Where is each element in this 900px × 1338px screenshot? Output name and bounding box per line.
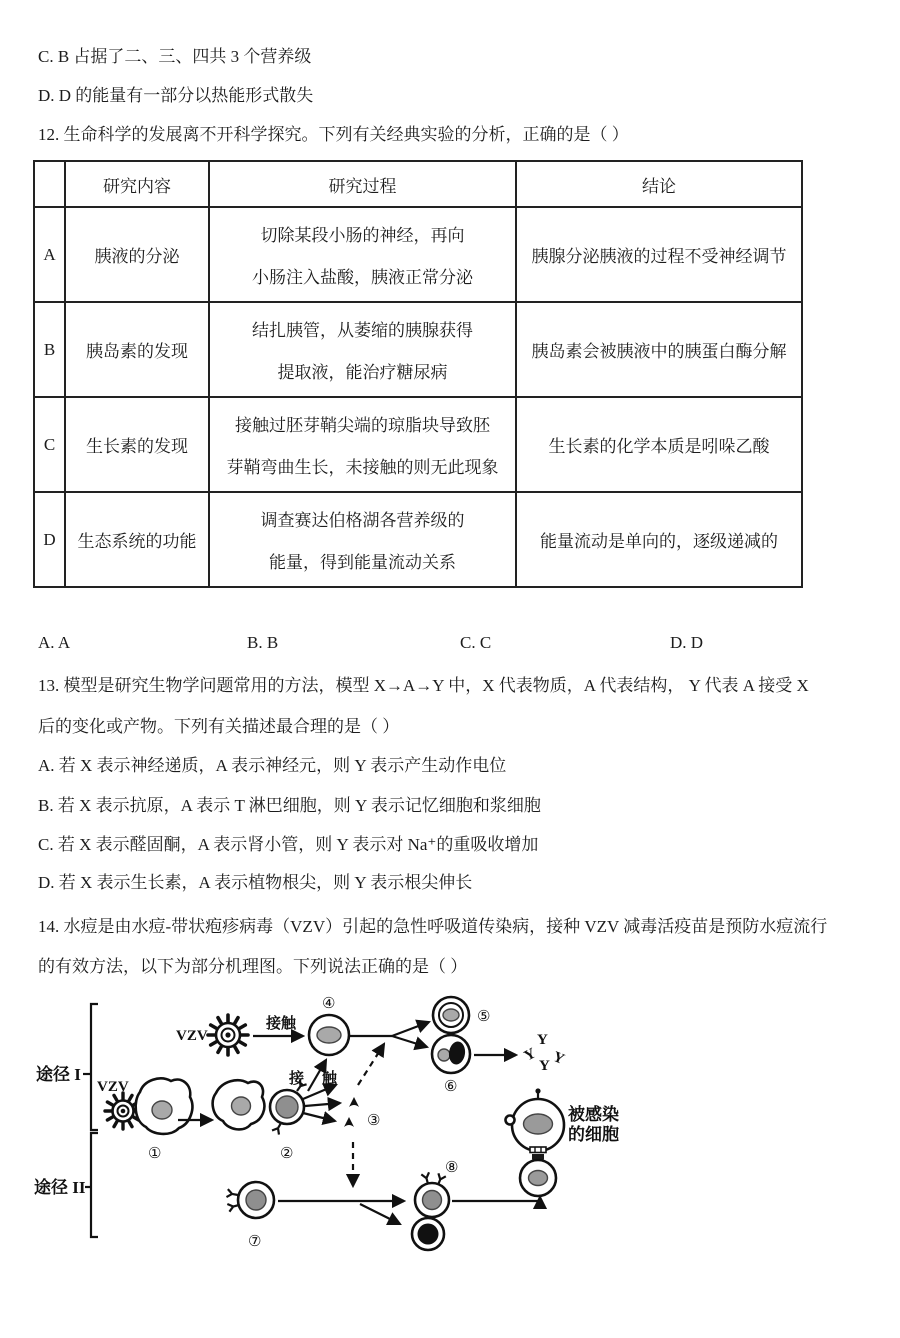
row-process-line1: 调查赛达伯格湖各营养级的 bbox=[260, 511, 465, 530]
row-content: 胰液的分泌 bbox=[65, 207, 209, 302]
cell-7-number: ⑦ bbox=[248, 1234, 262, 1250]
q14-stem-line1: 14. 水痘是由水痘-带状疱疹病毒（VZV）引起的急性呼吸道传染病，接种 VZV 减毒活疫苗是预防水痘流行 bbox=[38, 917, 828, 936]
dark-cell bbox=[412, 1218, 444, 1250]
contact-label-top: 接触 bbox=[266, 1016, 297, 1032]
row-process-line2: 芽鞘弯曲生长，未接触的则无此现象 bbox=[226, 458, 499, 477]
svg-text:Y: Y bbox=[521, 1045, 539, 1065]
row-conclusion: 胰腺分泌胰液的过程不受神经调节 bbox=[516, 207, 802, 302]
row-label: D bbox=[34, 492, 65, 587]
row-process-line2: 能量，得到能量流动关系 bbox=[269, 553, 456, 572]
cell-6 bbox=[432, 1035, 470, 1073]
table-row-c bbox=[34, 397, 802, 492]
q12-stem: 12. 生命科学的发展离不开科学探究。下列有关经典实验的分析，正确的是（ ） bbox=[38, 125, 629, 144]
pathway2-bracket bbox=[91, 1133, 98, 1237]
vzv-label-mid: VZV bbox=[97, 1079, 129, 1095]
row-process-line2: 小肠注入盐酸，胰液正常分泌 bbox=[252, 268, 473, 287]
antibody-icons bbox=[522, 1032, 567, 1074]
pathway1-bracket bbox=[91, 1004, 98, 1130]
experiment-table bbox=[33, 160, 803, 588]
table-header-blank bbox=[34, 161, 65, 207]
q13-option-d: D. 若 X 表示生长素，A 表示植物根尖，则 Y 表示根尖伸长 bbox=[38, 873, 473, 892]
q14-stem-line2: 的有效方法，以下为部分机理图。下列说法正确的是（ ） bbox=[38, 957, 468, 976]
svg-text:Y: Y bbox=[550, 1048, 567, 1068]
q13-stem-line1: 13. 模型是研究生物学问题常用的方法，模型 X→A→Y 中，X 代表物质，A 代表结构， Y 代表 A 接受 X bbox=[38, 676, 809, 695]
infected-cell bbox=[506, 1088, 565, 1151]
cell-4 bbox=[309, 1015, 349, 1055]
vzv-label-top: VZV bbox=[176, 1028, 208, 1044]
row-conclusion: 胰岛素会被胰液中的胰蛋白酶分解 bbox=[516, 302, 802, 397]
cell-5-number: ⑤ bbox=[477, 1009, 491, 1025]
q12-answer-a: A. A bbox=[38, 633, 71, 652]
attacking-cell bbox=[520, 1160, 556, 1196]
arrow-8-to-infected bbox=[452, 1197, 540, 1201]
cell-2 bbox=[270, 1080, 307, 1135]
cell-2-number: ② bbox=[280, 1146, 294, 1162]
q13-option-b: B. 若 X 表示抗原，A 表示 T 淋巴细胞，则 Y 表示记忆细胞和浆细胞 bbox=[38, 796, 541, 815]
table-header-process: 研究过程 bbox=[209, 161, 516, 207]
svg-text:Y: Y bbox=[537, 1032, 548, 1048]
row-label: A bbox=[34, 207, 65, 302]
row-content: 胰岛素的发现 bbox=[65, 302, 209, 397]
q12-answer-d: D. D bbox=[670, 633, 704, 652]
row-label: C bbox=[34, 397, 65, 492]
row-process-line1: 切除某段小肠的神经，再向 bbox=[260, 226, 465, 245]
q12-answer-b: B. B bbox=[247, 633, 279, 652]
row-process-line1: 结扎胰管，从萎缩的胰腺获得 bbox=[252, 321, 473, 340]
arrow-to-6 bbox=[392, 1036, 427, 1047]
arrow-7-to-memory bbox=[360, 1204, 400, 1224]
table-row-a bbox=[34, 207, 802, 302]
contact-char-right: 触 bbox=[322, 1071, 338, 1087]
arrow-to-5 bbox=[392, 1022, 429, 1036]
row-process-line2: 提取液，能治疗糖尿病 bbox=[277, 363, 448, 382]
row-process-line1: 接触过胚芽鞘尖端的琼脂块导致胚 bbox=[235, 416, 490, 435]
row-conclusion: 生长素的化学本质是吲哚乙酸 bbox=[516, 397, 802, 492]
pathway2-label: 途径 II bbox=[34, 1178, 86, 1197]
q11-option-d: D. D 的能量有一部分以热能形式散失 bbox=[38, 86, 314, 105]
cell-6-number: ⑥ bbox=[444, 1079, 458, 1095]
table-header-content: 研究内容 bbox=[65, 161, 209, 207]
table-row-b bbox=[34, 302, 802, 397]
cell-8-number: ⑧ bbox=[445, 1160, 459, 1176]
cell-1 bbox=[136, 1078, 193, 1133]
row-conclusion: 能量流动是单向的，逐级递减的 bbox=[516, 492, 802, 587]
q13-option-a: A. 若 X 表示神经递质，A 表示神经元，则 Y 表示产生动作电位 bbox=[38, 756, 507, 775]
particle-number: ③ bbox=[367, 1113, 381, 1129]
cell-junction bbox=[530, 1147, 546, 1160]
infected-label-line2: 的细胞 bbox=[568, 1125, 619, 1144]
cell-5 bbox=[433, 997, 469, 1033]
presenting-cell bbox=[213, 1080, 265, 1129]
q12-answer-c: C. C bbox=[460, 633, 492, 652]
q13-stem-line2: 后的变化或产物。下列有关描述最合理的是（ ） bbox=[38, 717, 400, 736]
contact-char-left: 接 bbox=[289, 1071, 305, 1087]
table-row-d bbox=[34, 492, 802, 587]
row-label: B bbox=[34, 302, 65, 397]
q13-option-c: C. 若 X 表示醛固酮，A 表示肾小管，则 Y 表示对 Na⁺的重吸收增加 bbox=[38, 835, 539, 854]
table-header-row bbox=[34, 161, 802, 207]
particle-icons bbox=[344, 1097, 359, 1127]
cell-8 bbox=[415, 1172, 449, 1217]
vzv-virus-icon-top bbox=[208, 1015, 248, 1055]
mechanism-diagram bbox=[0, 988, 680, 1288]
table-header-conclusion: 结论 bbox=[516, 161, 802, 207]
q11-option-c: C. B 占据了二、三、四共 3 个营养级 bbox=[38, 47, 312, 66]
cell-1-number: ① bbox=[148, 1146, 162, 1162]
cell-7 bbox=[226, 1182, 274, 1218]
dashed-curve-arrow bbox=[358, 1044, 384, 1085]
svg-text:Y: Y bbox=[539, 1058, 550, 1074]
infected-label-line1: 被感染 bbox=[568, 1105, 619, 1124]
row-content: 生长素的发现 bbox=[65, 397, 209, 492]
cell-4-number: ④ bbox=[322, 996, 336, 1012]
pathway1-label: 途径 I bbox=[36, 1065, 81, 1084]
row-content: 生态系统的功能 bbox=[65, 492, 209, 587]
